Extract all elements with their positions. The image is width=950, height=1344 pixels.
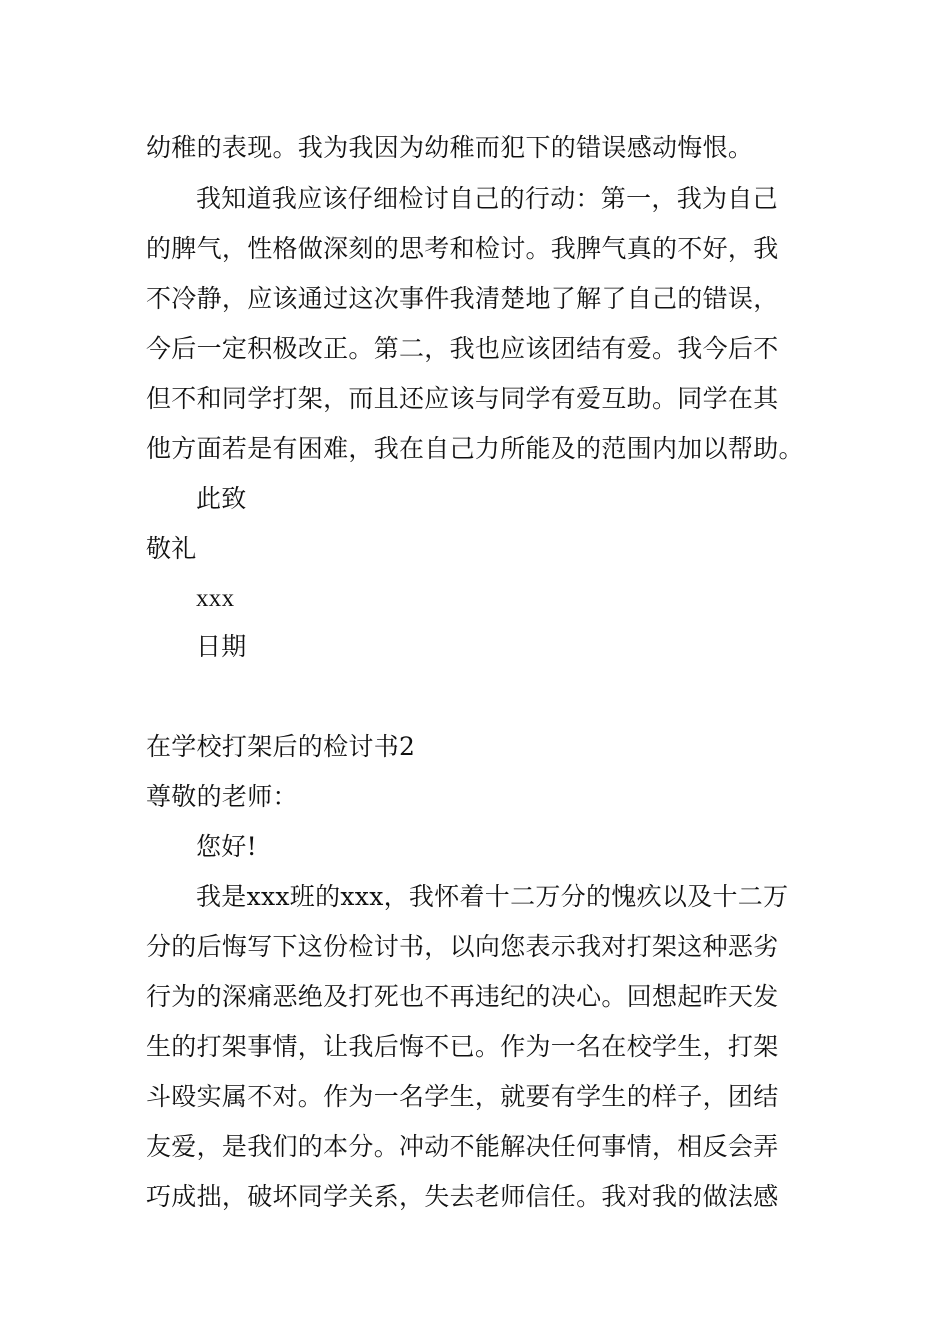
paragraph-line: 行为的深痛恶绝及打死也不再违纪的决心。回想起昨天发 (146, 982, 779, 1011)
paragraph-line: 巧成拙，破坏同学关系，失去老师信任。我对我的做法感 (146, 1182, 779, 1211)
paragraph-line: 但不和同学打架，而且还应该与同学有爱互助。同学在其 (146, 384, 779, 413)
document-title: 在学校打架后的检讨书2 (146, 732, 416, 761)
paragraph-line: 不冷静，应该通过这次事件我清楚地了解了自己的错误， (146, 284, 779, 313)
paragraph-line: 生的打架事情，让我后悔不已。作为一名在校学生，打架 (146, 1032, 779, 1061)
paragraph-line: 今后一定积极改正。第二，我也应该团结有爱。我今后不 (146, 334, 779, 363)
paragraph-line: 幼稚的表现。我为我因为幼稚而犯下的错误感动悔恨。 (146, 133, 754, 162)
closing-salute: 敬礼 (146, 534, 197, 563)
signature: xxx (196, 585, 235, 612)
paragraph-line: 分的后悔写下这份检讨书，以向您表示我对打架这种恶劣 (146, 932, 779, 961)
closing-line: 此致 (196, 484, 247, 513)
paragraph-line: 我知道我应该仔细检讨自己的行动：第一，我为自己 (196, 184, 778, 213)
paragraph-line: 他方面若是有困难，我在自己力所能及的范围内加以帮助。 (146, 434, 804, 463)
salutation: 尊敬的老师： (146, 782, 298, 811)
paragraph-line: 友爱，是我们的本分。冲动不能解决任何事情，相反会弄 (146, 1132, 779, 1161)
paragraph-line: 斗殴实属不对。作为一名学生，就要有学生的样子，团结 (146, 1082, 779, 1111)
paragraph-line: 的脾气，性格做深刻的思考和检讨。我脾气真的不好，我 (146, 234, 779, 263)
greeting: 您好! (196, 832, 257, 861)
paragraph-line: 我是xxx班的xxx，我怀着十二万分的愧疚以及十二万 (196, 882, 789, 911)
date-line: 日期 (196, 632, 247, 661)
